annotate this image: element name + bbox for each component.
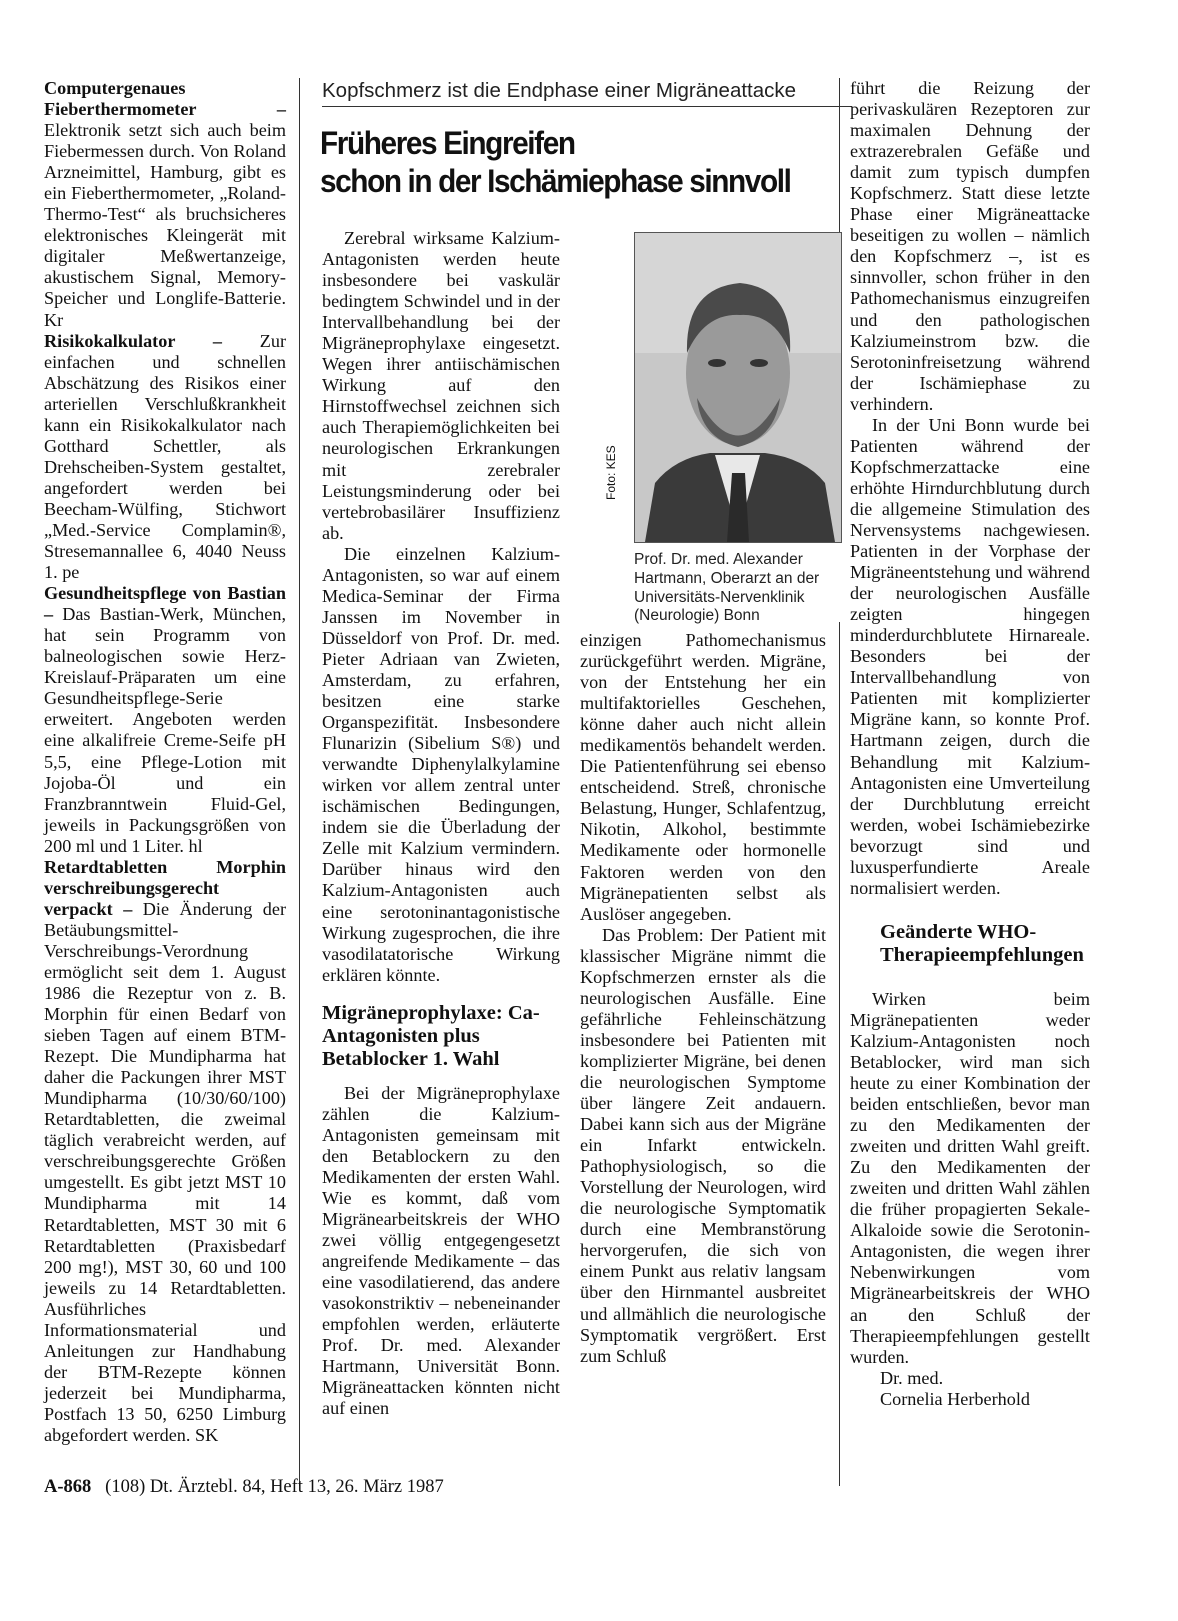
article-column-4 (850, 78, 1090, 1410)
headline-line: schon in der Ischämiephase sinnvoll (320, 163, 791, 199)
column-divider (839, 622, 840, 1486)
portrait-image (635, 233, 841, 542)
article-paragraph: Das Problem: Der Patient mit klassischer Migräne nimmt die Kopfschmerzen ernster als die neurologischen Ausfälle. Eine gefährliche Fehleinschätzung insbesondere bei Patienten mit komplizierter Migräne, bei denen die neurologischen Symptome über längere Zeit andauern. Dabei kann sich aus der Migräne ein Infarkt entwickeln. Pathophysiologisch, so die Vorstellung der Neurologen, wird die neurologische Symptomatik durch eine Membranstörung hervorgerufen, die sich von einem Punkt aus relativ langsam über den Hirnmantel ausbreitet und allmählich die neurologische Symptomatik vergrößert. Erst zum Schluß (580, 924, 826, 1366)
article-paragraph: In der Uni Bonn wurde bei Patienten während der Kopfschmerzattacke eine erhöhte Hirndurchblutung durch die allgemeine Stimulation des Nervensystems nachgewiesen. Patienten in der Vorphase der Migräneentstehung und während der neurologischen Ausfälle zeigten hingegen minderdurchblutete Hirnareale. Besonders bei der Intervallbehandlung von Patienten mit komplizierter Migräne kann, so konnte Prof. Hartmann zeigen, durch die Behandlung mit Kalzium-Antagonisten eine Umverteilung der Durchblutung erreicht werden, wobei Ischämiebezirke bevorzugt sind und luxusperfundierte Areale normalisiert werden. (850, 414, 1090, 898)
article-subheading: Migräneprophylaxe: Ca-Antagonisten plus Betablocker 1. Wahl (322, 1001, 540, 1070)
photo-caption: Prof. Dr. med. Alexander Hartmann, Oberarzt an der Universitäts-Nervenklinik (Neurologie) Bonn (634, 551, 820, 625)
article-paragraph: Die einzelnen Kalzium-Antagonisten, so war auf einem Medica-Seminar der Firma Janssen im November in Düsseldorf von Prof. Dr. med. Pieter Adriaan van Zwieten, Amsterdam, zu erfahren, besitzen eine starke Organspezifität. Insbesondere Flunarizin (Sibelium S®) und verwandte Diphenylalkylamine wirken vor allem zentral unter ischämischen Bedingungen, indem sie die Überladung der Zelle mit Kalzium vermindern. Darüber hinaus wird den Kalzium-Antagonisten auch eine serotoninantagonistische Wirkung zugesprochen, die ihre vasodilatatorische Wirkung erklären könnte. (322, 543, 560, 985)
article-paragraph: einzigen Pathomechanismus zurückgeführt werden. Migräne, von der Entstehung her ein multifaktorielles Geschehen, könne daher auch nicht allein medikamentös behandelt werden. Die Patientenführung sei ebenso entscheidend. Streß, chronische Belastung, Hunger, Schlafentzug, Nikotin, Alkohol, bestimmte Medikamente oder hormonelle Faktoren werden von den Migränepatienten selbst als Auslöser angegeben. (580, 630, 826, 924)
news-item-text: Elektronik setzt sich auch beim Fiebermessen durch. Von Roland Arzneimittel, Hamburg, gibt es ein Fieberthermometer, „Roland-Thermo-Test“ als bruchsicheres elektronisches Kleingerät mit digitaler Meßwertanzeige, akustischem Signal, Memory-Speicher und Longlife-Batterie. Kr (44, 120, 286, 330)
journal-citation: (108) Dt. Ärztebl. 84, Heft 13, 26. März 1987 (105, 1477, 444, 1497)
column-divider (299, 78, 300, 1486)
article-paragraph: führt die Reizung der perivaskulären Rezeptoren zur maximalen Dehnung der extrazerebralen Gefäße und damit zum typisch dumpfen Kopfschmerz. Statt diese letzte Phase einer Migräneattacke beseitigen zu wollen – nämlich den Kopfschmerz –, ist es sinnvoller, schon früher in den Pathomechanismus einzugreifen und den pathologischen Kalziumeinstrom bzw. die Serotoninfreisetzung während der Ischämiephase zu verhindern. (850, 78, 1090, 414)
headline-line: Früheres Eingreifen (320, 125, 575, 161)
article-column-3 (580, 630, 826, 1367)
article-paragraph: Zerebral wirksame Kalzium-Antagonisten werden heute insbesondere bei vaskulär bedingtem Schwindel und in der Intervallbehandlung bei der Migräneprophylaxe eingesetzt. Wegen ihrer antiischämischen Wirkung auf den Hirnstoffwechsel zeichnen sich auch Therapiemöglichkeiten bei neurologischen Erkrankungen mit zerebraler Leistungsminderung oder bei vertebrobasilärer Insuffizienz ab. (322, 228, 560, 543)
news-item-text: Zur einfachen und schnellen Abschätzung des Risikos einer arteriellen Verschlußkrankheit kann ein Risikokalkulator nach Gotthard Schettler, als Drehscheiben-System gestaltet, angefordert werden bei Beecham-Wülfing, Stichwort „Med.-Service Complamin®, Stresemannallee 6, 4040 Neuss 1. pe (44, 330, 287, 583)
portrait-photo (634, 232, 842, 543)
article-subheading: Geänderte WHO-Therapieempfehlungen (880, 920, 1084, 966)
news-item (44, 857, 286, 1446)
news-item-title: Risikokalkulator – (44, 330, 222, 351)
news-item-title: Gesundheitspflege von Bastian – (44, 583, 286, 625)
news-item (44, 583, 286, 857)
article-headline (320, 124, 822, 200)
article-paragraph: Wirken beim Migränepatienten weder Kalzium-Antagonisten noch Betablocker, wird man sich heute zu einer Kombination der beiden entschließen, bevor man zu den Medikamenten der zweiten und dritten Wahl greift. Zu den Medikamenten der zweiten und dritten Wahl zählen die früher propagierten Sekale-Alkaloide sowie die Serotonin-Antagonisten, die wegen ihrer Nebenwirkungen vom Migränearbeitskreis der WHO an den Schluß der Therapieempfehlungen gestellt wurden. (850, 988, 1090, 1367)
news-item-text: Das Bastian-Werk, München, hat sein Programm von balneologischen sowie Herz-Kreislauf-Präparaten um eine Gesundheitspflege-Serie erweitert. Angeboten werden eine alkalifreie Creme-Seife pH 5,5, eine Pflege-Lotion mit Jojoba-Öl und ein Franzbranntwein Fluid-Gel, jeweils in Packungsgrößen von 200 ml und 1 Liter. hl (44, 604, 286, 856)
news-item (44, 78, 286, 331)
news-item-title: Retardtabletten Morphin verschreibungsgerecht verpackt – (44, 856, 286, 919)
page-footer (44, 1477, 444, 1498)
news-item (44, 331, 286, 584)
news-column (44, 78, 286, 1446)
author-name: Cornelia Herberhold (880, 1388, 1030, 1409)
page-number: A-868 (44, 1477, 92, 1497)
photo-credit: Foto: KES (604, 445, 618, 500)
author-title: Dr. med. (880, 1367, 944, 1388)
article-kicker: Kopfschmerz ist die Endphase einer Migräneattacke (322, 79, 852, 107)
article-column-2 (322, 228, 560, 1419)
article-paragraph: Bei der Migräneprophylaxe zählen die Kalzium-Antagonisten gemeinsam mit den Betablockern zu den Medikamenten der ersten Wahl. Wie es kommt, daß vom Migränearbeitskreis der WHO zwei völlig entgegengesetzt angreifende Medikamente – das eine vasodilatierend, das andere vasokonstriktiv – nebeneinander empfohlen werden, erläuterte Prof. Dr. med. Alexander Hartmann, Universität Bonn. Migräneattacken könnten nicht auf einen (322, 1082, 560, 1419)
news-item-text: Die Änderung der Betäubungsmittel-Verschreibungs-Verordnung ermöglicht seit dem 1. August 1986 die Rezeptur von z. B. Morphin für einen Bedarf von sieben Tagen auf einem BTM-Rezept. Die Mundipharma hat daher die Packungen ihrer MST Mundipharma (10/30/60/100) Retardtabletten, die zweimal täglich verabreicht werden, auf verschreibungsgerechte Größen umgestellt. Es gibt jetzt MST 10 Mundipharma mit 14 Retardtabletten, MST 30 mit 6 Retardtabletten (Praxisbedarf 200 mg!), MST 30, 60 und 100 jeweils zu 14 Retardtabletten. Ausführliches Informationsmaterial und Anleitungen zur Handhabung der BTM-Rezepte können jederzeit bei Mundipharma, Postfach 13 50, 6250 Limburg abgefordert werden. SK (44, 898, 287, 1445)
news-item-title: Computergenaues Fieberthermometer – (44, 78, 286, 120)
